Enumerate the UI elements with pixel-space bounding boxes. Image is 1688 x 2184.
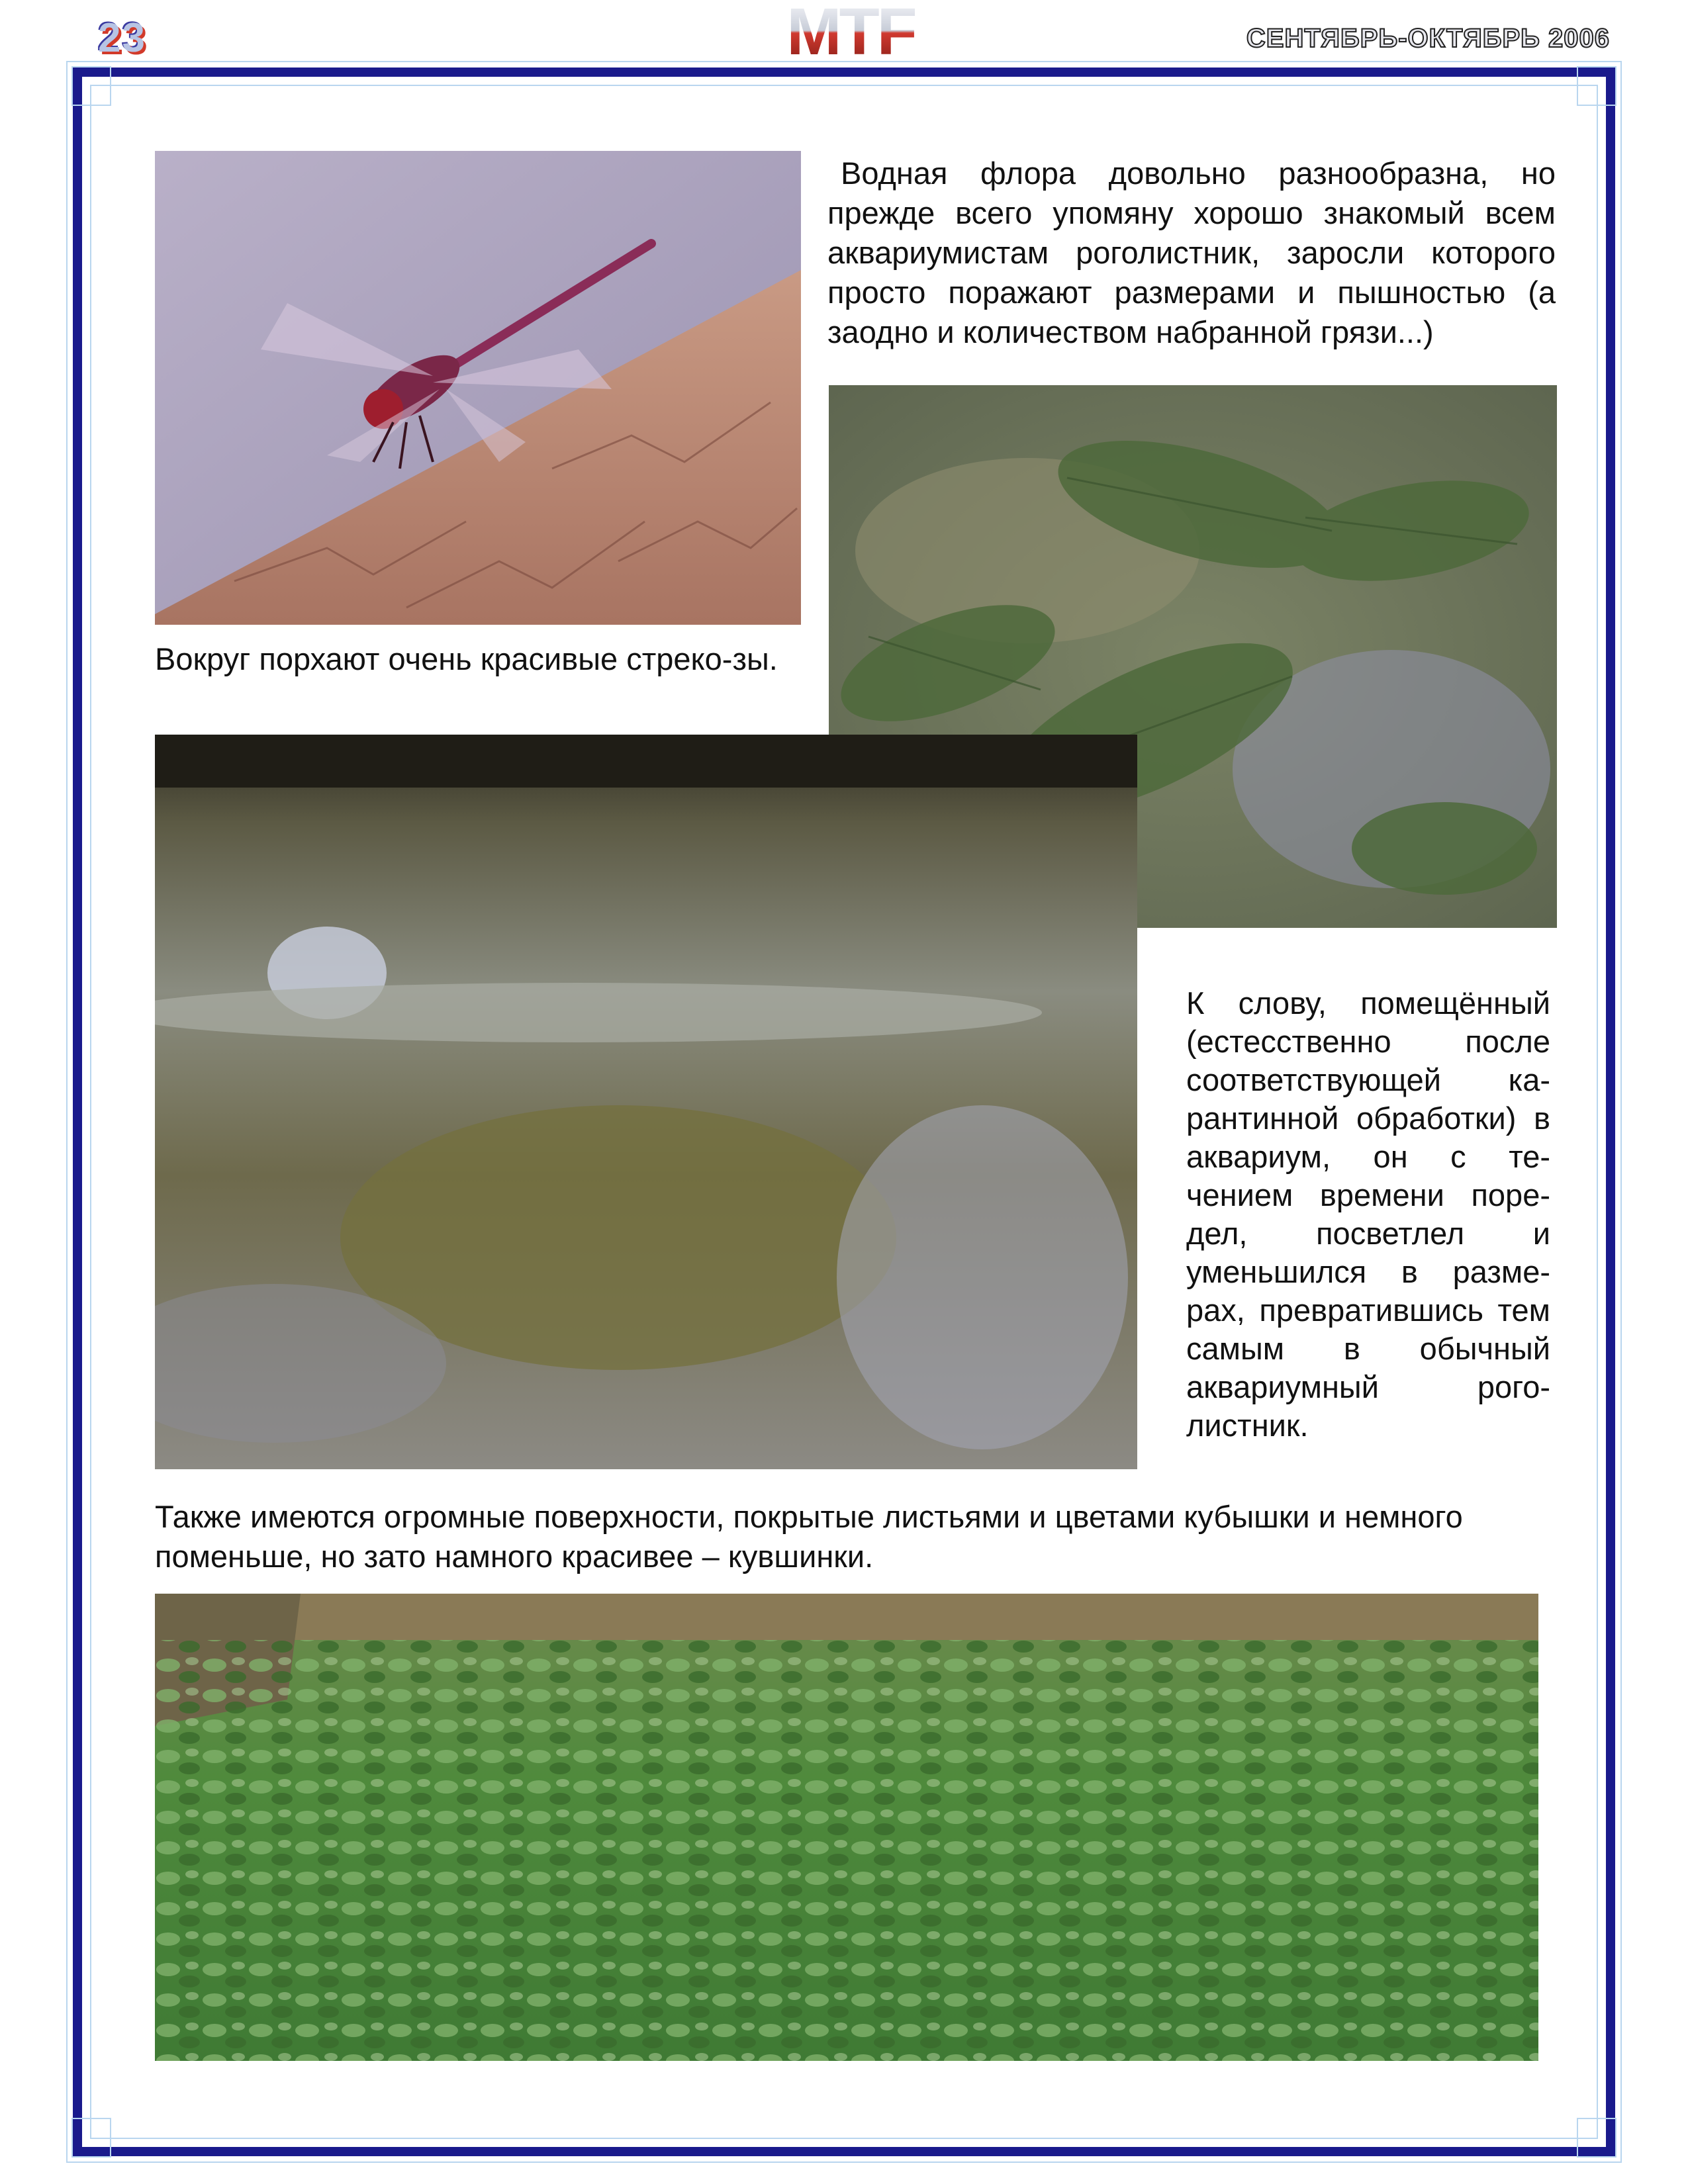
- paragraph-aquatic-flora: Водная флора довольно разнообразна, но прежде всего упомяну хорошо знакомый всем аквариумистам роголистник, заросли которого просто поражают размерами и пышностью (а заодно и количеством набранной грязи...): [827, 156, 1556, 349]
- caption-dragonflies: Вокруг порхают очень красивые стреко-зы.: [155, 641, 778, 676]
- frame-corner-ornament: [71, 2118, 111, 2158]
- magazine-logo: МТF: [768, 0, 933, 64]
- paragraph-aquarium-hornwort: К слову, помещённый (естесственно после соответствующей ка-рантинной обработки) в аквариум, он с те-чением времени поре-дел, посветлел и уменьшился в разме-рах, превратившись тем самым в обычный аквариумный рого-листник.: [1186, 985, 1550, 1443]
- dragonfly-photo: [155, 151, 801, 625]
- issue-date: СЕНТЯБРЬ-ОКТЯБРЬ 2006: [1246, 24, 1610, 53]
- spatterdock-field-photo: [155, 1594, 1538, 2061]
- frame-corner-ornament: [71, 66, 111, 106]
- shallow-water-photo: [155, 735, 1137, 1469]
- paragraph-water-lilies: Также имеются огромные поверхности, покрытые листьями и цветами кубышки и немного поменьше, но зато намного красивее – кувшинки.: [155, 1499, 1463, 1574]
- frame-corner-ornament: [1577, 2118, 1617, 2158]
- page-number: 23: [98, 15, 146, 61]
- frame-corner-ornament: [1577, 66, 1617, 106]
